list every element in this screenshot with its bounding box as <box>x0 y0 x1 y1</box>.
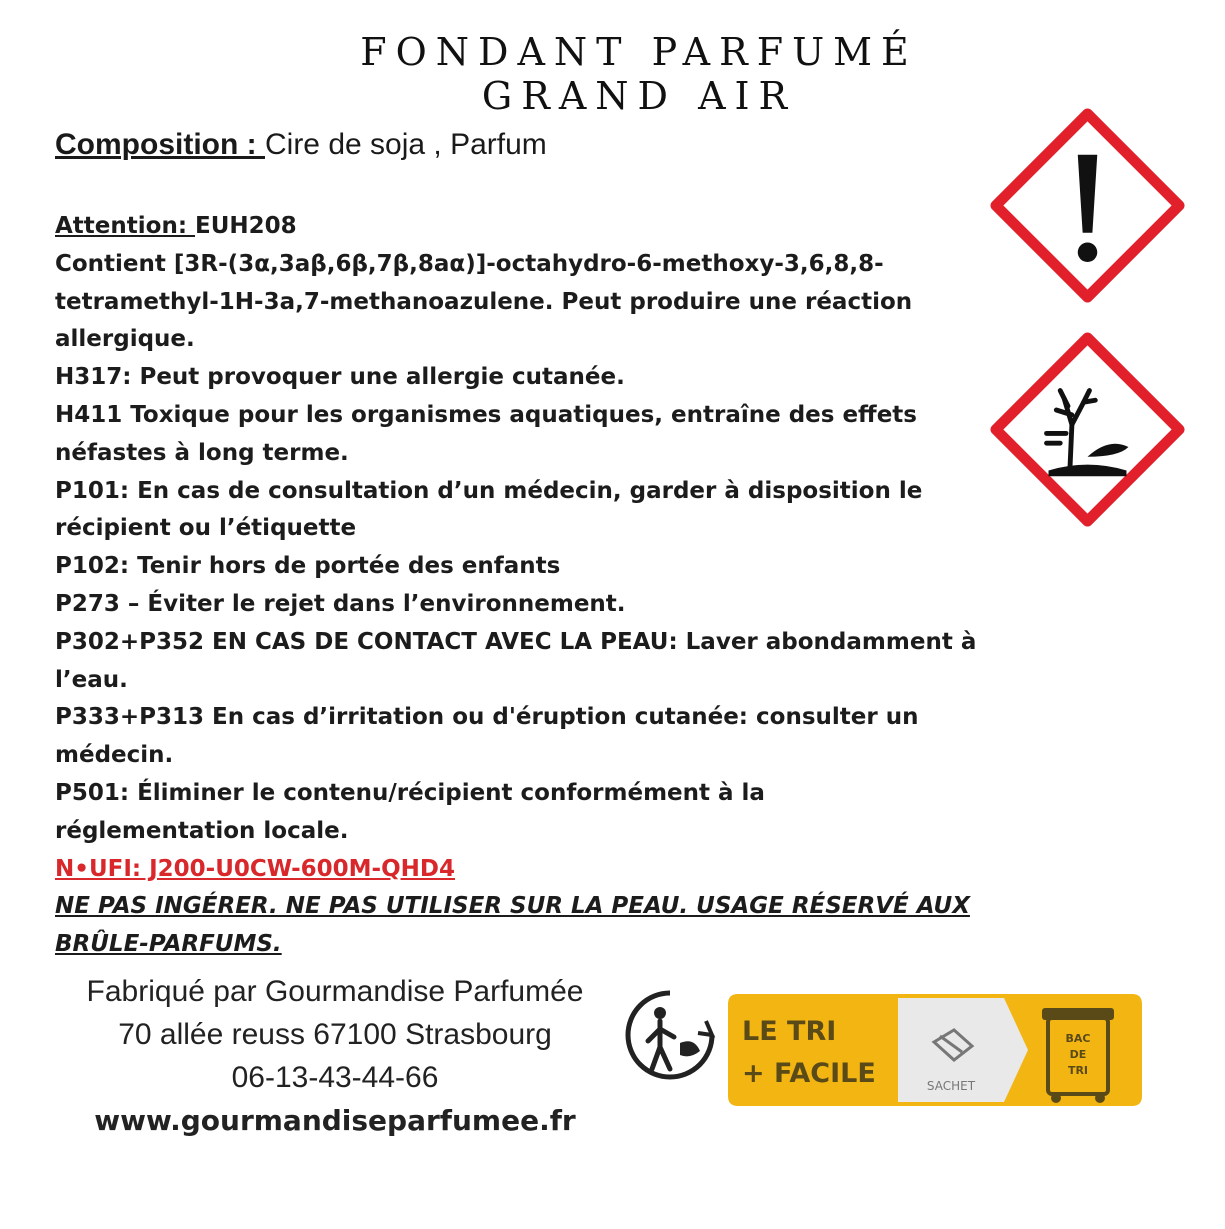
environment-hazard-icon <box>990 332 1185 527</box>
statement-contains: Contient [3R-(3α,3aβ,6β,7β,8aα)]-octahydro-6-methoxy-3,6,8,8-tetramethyl-1H-3a,7-methanoazulene. Peut produire une réaction allergique. <box>55 250 913 353</box>
info-tri-logo <box>728 990 1142 1110</box>
triman-icon <box>620 985 720 1085</box>
bin-label-2: DE <box>1069 1048 1087 1061</box>
product-title-line1: FONDANT PARFUMÉ <box>360 30 918 74</box>
statement-h317: H317: Peut provoquer une allergie cutanée. <box>55 364 625 391</box>
exclamation-mark-icon <box>990 108 1185 303</box>
safety-statements <box>55 208 1045 964</box>
attention-code: EUH208 <box>195 213 297 239</box>
maker-phone: 06-13-43-44-66 <box>231 1061 439 1094</box>
statement-p501: P501: Éliminer le contenu/récipient conformément à la réglementation locale. <box>55 779 765 844</box>
maker-website[interactable]: www.gourmandiseparfumee.fr <box>94 1104 576 1137</box>
usage-warning: NE PAS INGÉRER. NE PAS UTILISER SUR LA PEAU. USAGE RÉSERVÉ AUX BRÛLE-PARFUMS. <box>55 893 970 958</box>
maker-address: 70 allée reuss 67100 Strasbourg <box>118 1018 552 1051</box>
attention-label: Attention: <box>55 213 196 239</box>
statement-p101: P101: En cas de consultation d’un médecin, garder à disposition le récipient ou l’étiquette <box>55 477 923 542</box>
manufacturer-info <box>50 970 620 1142</box>
tri-line1: LE TRI <box>742 1016 837 1047</box>
statement-p333: P333+P313 En cas d’irritation ou d'éruption cutanée: consulter un médecin. <box>55 704 919 769</box>
tri-line2: + FACILE <box>742 1058 876 1089</box>
statement-p102: P102: Tenir hors de portée des enfants <box>55 553 561 580</box>
bin-label-1: BAC <box>1065 1032 1091 1045</box>
tri-item-label: SACHET <box>926 1079 976 1093</box>
composition-value: Cire de soja , Parfum <box>264 128 547 161</box>
statement-h411: H411 Toxique pour les organismes aquatiques, entraîne des effets néfastes à long terme. <box>55 401 917 466</box>
composition-label: Composition : <box>55 128 265 161</box>
bin-label-3: TRI <box>1067 1064 1089 1077</box>
attention-line <box>55 208 1045 246</box>
statement-p302: P302+P352 EN CAS DE CONTACT AVEC LA PEAU: Laver abondamment à l’eau. <box>55 628 977 693</box>
composition <box>55 128 547 162</box>
product-title-line2: GRAND AIR <box>481 74 797 118</box>
maker-name: Fabriqué par Gourmandise Parfumée <box>86 975 584 1008</box>
ufi-code: N•UFI: J200-U0CW-600M-QHD4 <box>55 855 455 882</box>
statement-p273: P273 – Éviter le rejet dans l’environnement. <box>55 590 626 617</box>
